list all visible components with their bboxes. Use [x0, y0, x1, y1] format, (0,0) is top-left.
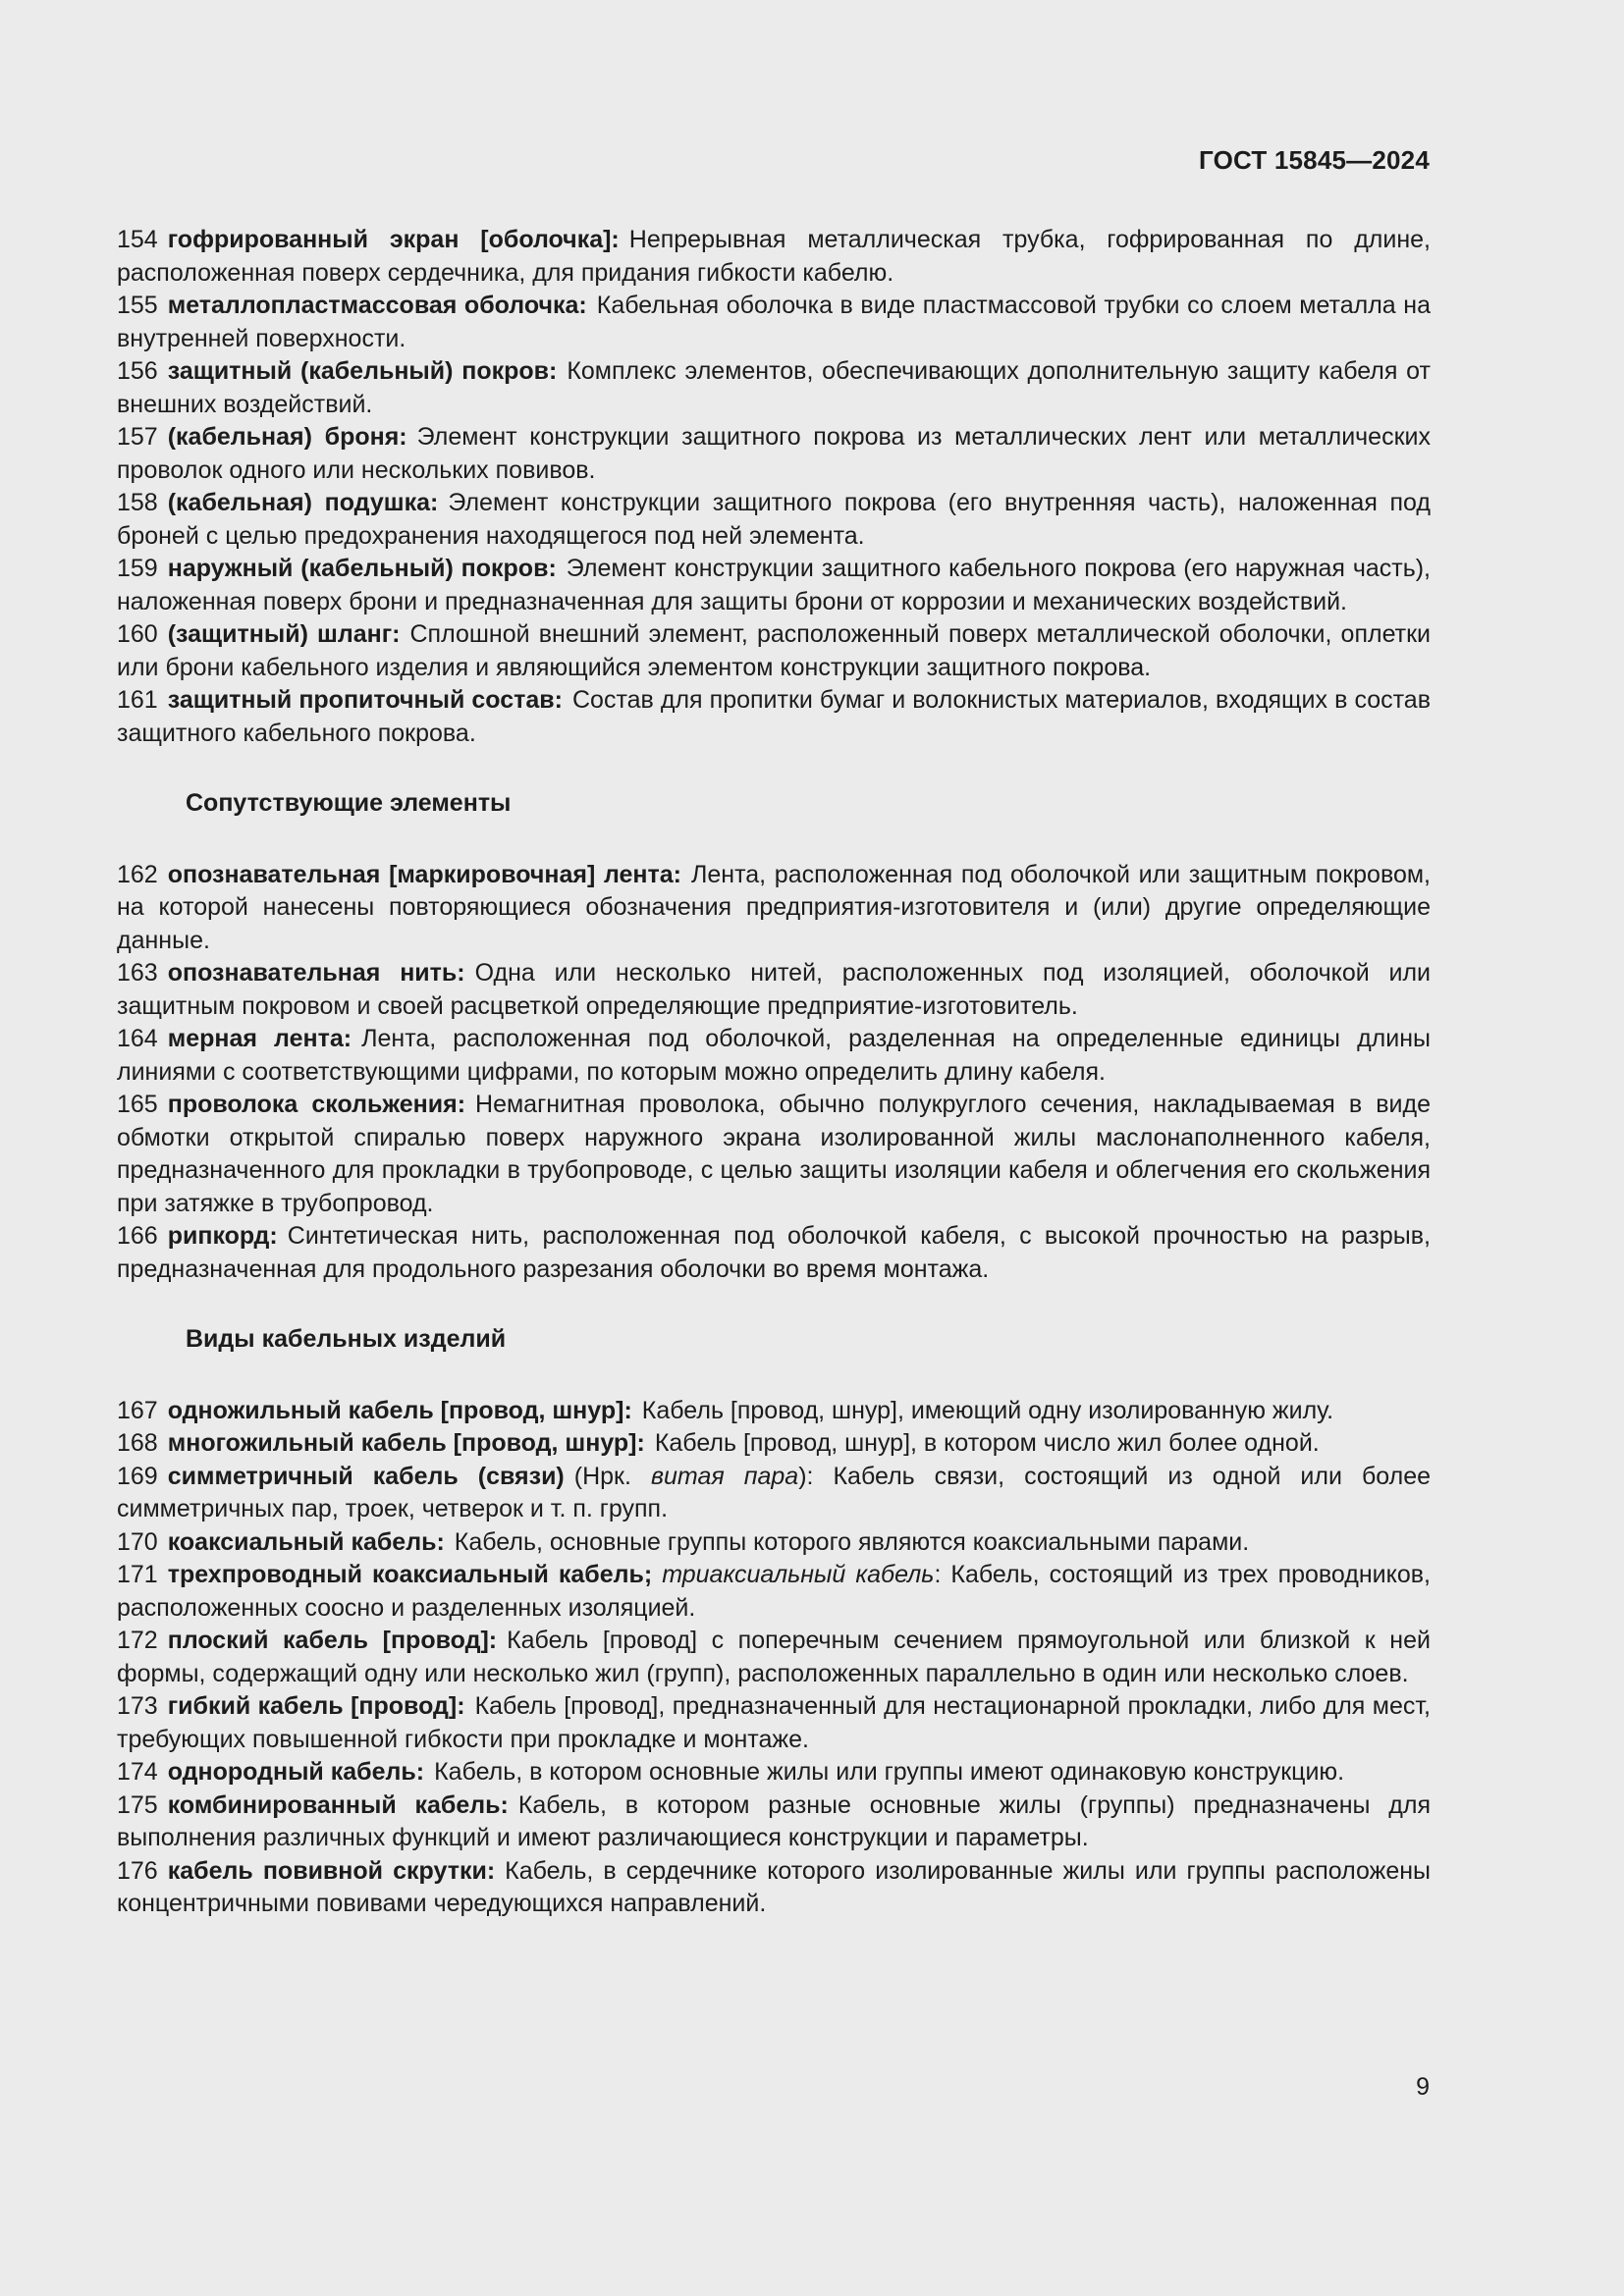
term-definition: Элемент конструкции защитного кабельного покрова (его наружная часть), наложенная поверх брони и предназначенная для защиты брони от коррозии и механических воздействий. — [117, 555, 1431, 615]
term-definition: Кабель, в котором разные основные жилы (группы) предназначены для выполнения различных функций и имеют различающиеся конструкции и параметры. — [117, 1790, 1431, 1851]
term-name: плоский кабель [провод]: — [167, 1627, 498, 1654]
term-entry — [117, 1559, 1431, 1625]
section-title-cable-product-types: Виды кабельных изделий — [186, 1325, 507, 1353]
term-note-prefix: (Нрк. — [573, 1462, 631, 1490]
term-number: 168 — [117, 1429, 158, 1457]
term-number: 159 — [117, 555, 158, 582]
term-definition: Кабельная оболочка в виде пластмассовой трубки со слоем металла на внутренней поверхности. — [117, 292, 1431, 352]
terms-content — [117, 224, 1431, 1921]
term-definition: Элемент конструкции защитного покрова из металлических лент или металлических проволок одного или нескольких повивов. — [117, 423, 1431, 484]
term-entry — [117, 421, 1431, 487]
term-definition: Состав для пропитки бумаг и волокнистых материалов, входящих в состав защитного кабельного покрова. — [117, 686, 1431, 747]
term-number: 157 — [117, 423, 158, 451]
term-entry — [117, 1526, 1431, 1560]
section-title-accompanying-elements: Сопутствующие элементы — [186, 789, 512, 817]
term-entry — [117, 1789, 1431, 1855]
term-number: 155 — [117, 292, 158, 319]
term-entry — [117, 859, 1431, 958]
standard-header: ГОСТ 15845—2024 — [1199, 145, 1430, 175]
term-name: наружный (кабельный) покров: — [167, 555, 557, 582]
term-number: 165 — [117, 1091, 158, 1118]
term-number: 173 — [117, 1692, 158, 1720]
term-name: опознавательная [маркировочная] лента: — [167, 860, 681, 888]
term-entry — [117, 618, 1431, 684]
term-group-accompanying-elements — [117, 859, 1431, 1287]
term-entry — [117, 1690, 1431, 1756]
term-name: (защитный) шланг: — [167, 620, 401, 648]
term-definition: Кабель, в сердечнике которого изолированные жилы или группы расположены концентричными повивами чередующихся направлений. — [117, 1856, 1431, 1917]
term-definition: Кабель, в котором основные жилы или группы имеют одинаковую конструкцию. — [434, 1758, 1345, 1786]
term-definition: Комплекс элементов, обеспечивающих дополнительную защиту кабеля от внешних воздействий. — [117, 357, 1431, 418]
term-name: симметричный кабель (связи) — [167, 1462, 565, 1490]
term-number: 175 — [117, 1790, 158, 1819]
term-entry — [117, 487, 1431, 553]
term-entry — [117, 1220, 1431, 1286]
term-synonym: триаксиальный кабель — [662, 1561, 935, 1588]
term-entry — [117, 684, 1431, 750]
term-name: гофрированный экран [оболочка]: — [167, 226, 620, 253]
term-name: одножильный кабель [провод, шнур]: — [167, 1396, 632, 1424]
term-number: 172 — [117, 1627, 158, 1654]
term-number: 156 — [117, 357, 158, 385]
term-definition: Кабель связи, состоящий из одной или более симметричных пар, троек, четверок и т. п. групп. — [117, 1462, 1432, 1522]
term-name: защитный пропиточный состав: — [167, 686, 563, 714]
term-definition: Кабель [провод, шнур], в котором число жил более одной. — [654, 1429, 1320, 1457]
term-definition: Кабель, состоящий из трех проводников, расположенных соосно и разделенных изоляцией. — [117, 1561, 1431, 1622]
term-name: многожильный кабель [провод, шнур]: — [167, 1429, 645, 1457]
term-definition: Кабель, основные группы которого являются коаксиальными парами. — [454, 1527, 1250, 1556]
term-name: опознавательная нить: — [167, 959, 465, 987]
term-name: кабель повивной скрутки: — [167, 1856, 496, 1885]
term-number: 163 — [117, 959, 158, 987]
term-name: комбинированный кабель: — [167, 1790, 509, 1819]
term-entry — [117, 1427, 1431, 1461]
term-entry — [117, 224, 1431, 290]
term-entry — [117, 553, 1431, 618]
term-number: 171 — [117, 1561, 158, 1588]
term-name: трехпроводный коаксиальный кабель; — [167, 1561, 653, 1588]
term-definition: Сплошной внешний элемент, расположенный поверх металлической оболочки, оплетки или брони кабельного изделия и являющийся элементом конструкции защитного покрова. — [117, 620, 1431, 681]
term-number: 164 — [117, 1025, 158, 1052]
term-name: однородный кабель: — [167, 1758, 425, 1786]
term-number: 162 — [117, 860, 158, 888]
term-number: 170 — [117, 1527, 158, 1556]
term-definition: Кабель [провод], предназначенный для нестационарной прокладки, либо для мест, требующих повышенной гибкости при прокладке и монтаже. — [117, 1692, 1431, 1753]
term-entry — [117, 957, 1431, 1023]
term-number: 161 — [117, 686, 158, 714]
term-group-cable-covers — [117, 224, 1431, 750]
term-entry — [117, 355, 1431, 421]
term-entry — [117, 1461, 1431, 1526]
term-definition: Синтетическая нить, расположенная под оболочкой кабеля, с высокой прочностью на разрыв, предназначенная для продольного разрезания оболочки во время монтажа. — [117, 1222, 1431, 1283]
term-name: гибкий кабель [провод]: — [167, 1692, 465, 1720]
term-number: 160 — [117, 620, 158, 648]
term-definition: Кабель [провод] с поперечным сечением прямоугольной или близкой к ней формы, содержащий одну или несколько жил (групп), расположенных параллельно в один или несколько слоев. — [117, 1627, 1431, 1687]
term-synonym: витая пара — [650, 1462, 799, 1490]
term-definition: Лента, расположенная под оболочкой или защитным покровом, на которой нанесены повторяющиеся обозначения предприятия-изготовителя и (или) другие определяющие данные. — [117, 860, 1431, 954]
term-definition: Одна или несколько нитей, расположенных под изоляцией, оболочкой или защитным покровом и своей расцветкой определяющие предприятие-изготовитель. — [117, 959, 1431, 1020]
term-name: защитный (кабельный) покров: — [167, 357, 558, 385]
term-note-suffix: : — [934, 1561, 942, 1588]
term-note-suffix: ): — [798, 1462, 814, 1490]
term-definition: Немагнитная проволока, обычно полукруглого сечения, накладываемая в виде обмотки открытой спиралью поверх наружного экрана изолированной жилы маслонаполненного кабеля, предназначенного для прокладки в трубопроводе, с целью защиты изоляции кабеля и облегчения его скольжения при затяжке в трубопровод. — [117, 1091, 1431, 1217]
term-name: мерная лента: — [167, 1025, 352, 1052]
term-entry — [117, 1855, 1431, 1921]
term-entry — [117, 1089, 1431, 1220]
term-name: металлопластмассовая оболочка: — [167, 292, 587, 319]
term-number: 176 — [117, 1856, 158, 1885]
term-name: коаксиальный кабель: — [167, 1527, 445, 1556]
term-definition: Лента, расположенная под оболочкой, разделенная на определенные единицы длины линиями с соответствующими цифрами, по которым можно определить длину кабеля. — [117, 1025, 1432, 1086]
term-entry — [117, 1625, 1431, 1690]
term-entry — [117, 1395, 1431, 1428]
term-name: проволока скольжения: — [167, 1091, 466, 1118]
term-group-cable-product-types — [117, 1395, 1431, 1921]
term-number: 158 — [117, 489, 158, 516]
term-definition: Непрерывная металлическая трубка, гофрированная по длине, расположенная поверх сердечника, для придания гибкости кабелю. — [117, 226, 1431, 287]
term-number: 174 — [117, 1758, 158, 1786]
term-number: 167 — [117, 1396, 158, 1424]
term-name: (кабельная) подушка: — [167, 489, 439, 516]
page-number: 9 — [1416, 2073, 1430, 2101]
term-number: 169 — [117, 1462, 158, 1490]
term-name: (кабельная) броня: — [167, 423, 407, 451]
term-name: рипкорд: — [167, 1222, 278, 1250]
term-number: 166 — [117, 1222, 158, 1250]
term-definition: Элемент конструкции защитного покрова (его внутренняя часть), наложенная под броней с целью предохранения находящегося под ней элемента. — [117, 489, 1431, 550]
term-entry — [117, 290, 1431, 355]
term-entry — [117, 1023, 1431, 1089]
term-number: 154 — [117, 226, 158, 253]
term-entry — [117, 1756, 1431, 1789]
term-definition: Кабель [провод, шнур], имеющий одну изолированную жилу. — [641, 1396, 1334, 1424]
